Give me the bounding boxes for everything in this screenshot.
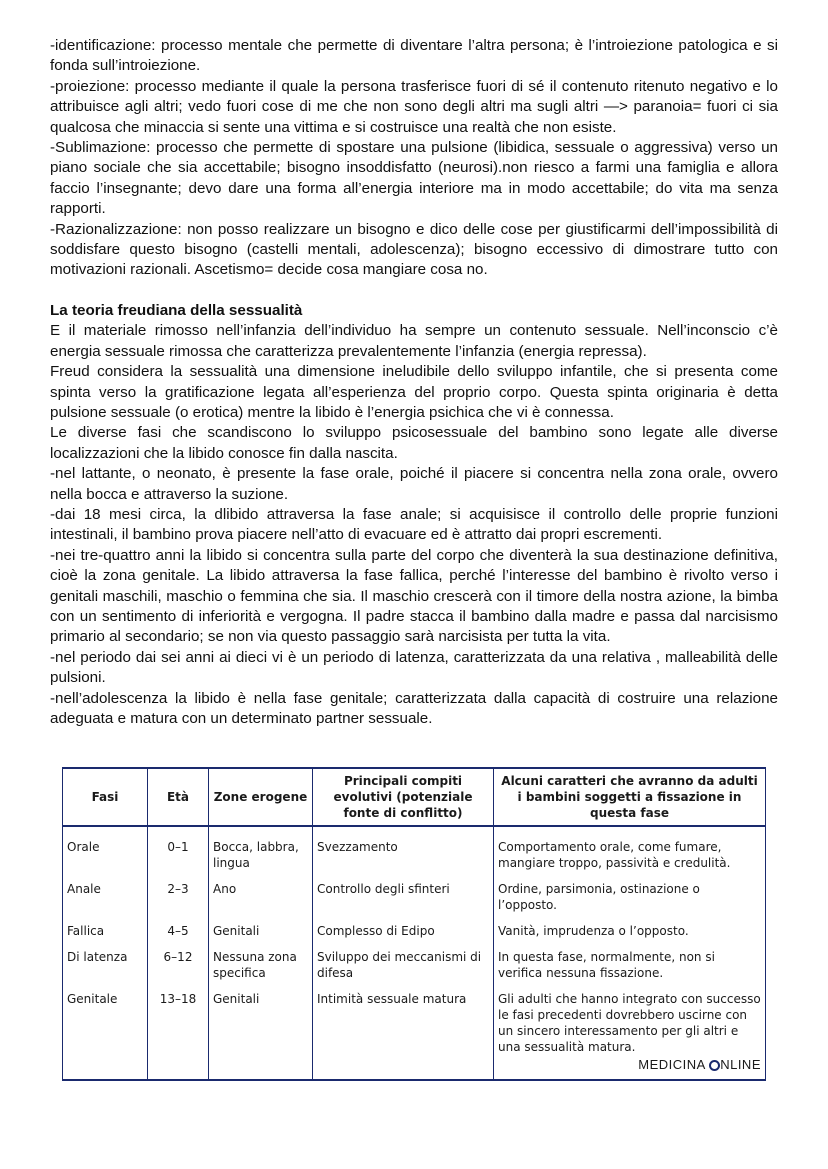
header-fasi: Fasi	[63, 768, 148, 826]
paragraph-fase-anale: -dai 18 mesi circa, la dlibido attraversa la fase anale; si acquisisce il controllo delle proprie funzioni intestinali, il bambino prova piacere nell’atto di evacuare ed è attratto dai propri escrementi.	[50, 505, 778, 544]
cell-compiti: Sviluppo dei meccanismi di difesa	[313, 945, 494, 987]
cell-zone: Genitali	[209, 919, 313, 945]
medicina-online-watermark	[498, 1057, 761, 1073]
paragraph-materiale-rimosso: E il materiale rimosso nell’infanzia dell’individuo ha sempre un contenuto sessuale. Nell’inconscio c’è energia sessuale rimossa che caratterizza prevalentemente l’infanzia (energia repressa).	[50, 322, 778, 360]
cell-zone: Nessuna zona specifica	[209, 945, 313, 987]
paragraph-proiezione: -proiezione: processo mediante il quale la persona trasferisce fuori di sé il contenuto ritenuto negativo e lo attribuisce agli altri; vedo fuori cose di me che non sono degli altri ma sugli altri —> paranoia= fuori ci sia qualcosa che minaccia si sente una vittima e si costruisce una realtà che non esiste.	[50, 77, 778, 136]
cell-compiti: Controllo degli sfinteri	[313, 877, 494, 919]
cell-eta: 4–5	[148, 919, 209, 945]
fasi-table-figure	[62, 767, 765, 1081]
cell-zone: Bocca, labbra, lingua	[209, 826, 313, 877]
table-row	[63, 877, 766, 919]
paragraph-sublimazione: -Sublimazione: processo che permette di spostare una pulsione (libidica, sessuale o aggressiva) verso un piano sociale che sia accettabile; bisogno insoddisfatto (neurosi).non riesco a farmi una famiglia e allora faccio l’insegnante; devo dare una forma all’energia interiore ma in modo accettabile; do vita ma senza rapporti.	[50, 139, 778, 218]
cell-fase: Orale	[63, 826, 148, 877]
paragraph-identificazione: -identificazione: processo mentale che permette di diventare l’altra persona; è l’introiezione patologica e si fonda sull’introiezione.	[50, 37, 778, 75]
section-heading: La teoria freudiana della sessualità	[50, 301, 303, 319]
cell-fase: Genitale	[63, 987, 148, 1080]
cell-eta: 2–3	[148, 877, 209, 919]
table-row	[63, 826, 766, 877]
table-row	[63, 919, 766, 945]
cell-eta: 0–1	[148, 826, 209, 877]
cell-zone: Ano	[209, 877, 313, 919]
paragraph-fase-orale: -nel lattante, o neonato, è presente la fase orale, poiché il piacere si concentra nella zona orale, ovvero nella bocca e attraverso la suzione.	[50, 465, 778, 503]
header-eta: Età	[148, 768, 209, 826]
paragraph-fasi: Le diverse fasi che scandiscono lo sviluppo psicosessuale del bambino sono legate alle diverse localizzazioni che la libido conosce fin dalla nascita.	[50, 424, 778, 462]
table-header-row	[63, 768, 766, 826]
cell-compiti: Complesso di Edipo	[313, 919, 494, 945]
cell-caratteri-text: Gli adulti che hanno integrato con successo le fasi precedenti dovrebbero uscirne con un sincero interessamento per gli altri e una sessualità matura.	[498, 992, 761, 1054]
header-compiti: Principali compiti evolutivi (potenziale fonte di conflitto)	[313, 768, 494, 826]
paragraph-fase-fallica: -nei tre-quattro anni la libido si concentra sulla parte del corpo che diventerà la sua destinazione definitiva, cioè la zona genitale. La libido attraversa la fase fallica, perché l’interesse del bambino è rivolto verso i genitali maschili, maschio o femmina che sia. Il maschio crescerà con il timore della nostra azione, la bimba con un sentimento di inferiorità e vergogna. Il padre stacca il bambino dalla madre e passa dal narcisismo primario al secondario; se non via questo passaggio sarà narcisista per tutta la vita.	[50, 546, 778, 646]
cell-eta: 13–18	[148, 987, 209, 1080]
cell-fase: Anale	[63, 877, 148, 919]
header-zone: Zone erogene	[209, 768, 313, 826]
cell-compiti: Intimità sessuale matura	[313, 987, 494, 1080]
paragraph-fase-genitale: -nell’adolescenza la libido è nella fase genitale; caratterizzata dalla capacità di costruire una relazione adeguata e matura con un determinato partner sessuale.	[50, 689, 778, 727]
cell-fase: Di latenza	[63, 945, 148, 987]
table-row	[63, 987, 766, 1080]
cell-eta: 6–12	[148, 945, 209, 987]
cell-caratteri: Comportamento orale, come fumare, mangiare troppo, passività e credulità.	[494, 826, 766, 877]
paragraph-freud: Freud considera la sessualità una dimensione ineludibile dello sviluppo infantile, che si presenta come spinta verso la gratificazione legata all’esperienza del proprio corpo. Questa spinta originaria è detta pulsione sessuale (o erotica) mentre la libido è l’energia psichica che vi è connessa.	[50, 363, 778, 421]
paragraph-razionalizzazione: -Razionalizzazione: non posso realizzare un bisogno e dico delle cose per giustificarmi dell’impossibilità di soddisfare questo bisogno (castelli mentali, adolescenza); bisogno eccessivo di dimostrare tutto con motivazioni razionali. Ascetismo= decide cosa mangiare cosa no.	[50, 220, 778, 279]
cell-fase: Fallica	[63, 919, 148, 945]
document-body	[50, 36, 778, 729]
table-row	[63, 945, 766, 987]
cell-caratteri: Ordine, parsimonia, ostinazione o l’opposto.	[494, 877, 766, 919]
cell-compiti: Svezzamento	[313, 826, 494, 877]
cell-caratteri: In questa fase, normalmente, non si verifica nessuna fissazione.	[494, 945, 766, 987]
watermark-prefix: MEDICINA	[638, 1057, 710, 1072]
cell-caratteri: Vanità, imprudenza o l’opposto.	[494, 919, 766, 945]
fasi-table	[62, 767, 766, 1081]
watermark-o-icon	[709, 1060, 720, 1071]
cell-zone: Genitali	[209, 987, 313, 1080]
cell-caratteri	[494, 987, 766, 1080]
header-caratteri: Alcuni caratteri che avranno da adulti i bambini soggetti a fissazione in questa fase	[494, 768, 766, 826]
watermark-suffix: NLINE	[720, 1057, 761, 1072]
paragraph-latenza: -nel periodo dai sei anni ai dieci vi è un periodo di latenza, caratterizzata da una relativa , malleabilità delle pulsioni.	[50, 648, 778, 687]
